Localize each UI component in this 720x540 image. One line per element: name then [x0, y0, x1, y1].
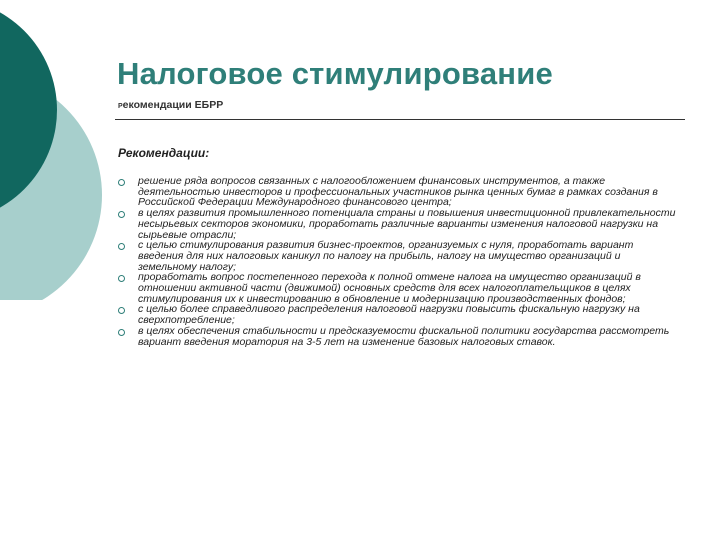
- list-item: [118, 208, 678, 240]
- light-teal-circle: [0, 73, 102, 300]
- list-item-text: с целью более справедливого распределения налоговой нагрузки повысить фискальную нагрузку на сверхпотребление;: [138, 303, 640, 327]
- list-item: [118, 304, 678, 325]
- list-item: [118, 240, 678, 272]
- recommendations-list: [118, 176, 678, 347]
- hollow-circle-bullet-icon: [118, 211, 125, 218]
- hollow-circle-bullet-icon: [118, 307, 125, 314]
- slide-subtitle: [118, 99, 223, 111]
- subtitle-prefix: Р: [118, 103, 123, 110]
- list-item: [118, 272, 678, 304]
- list-item-text: с целью стимулирования развития бизнес-проектов, организуемых с нуля, проработать вариант введения для них налоговых каникул по налогу на прибыль, налогу на имущество организаций и земельному налогу;: [138, 239, 634, 273]
- list-item-text: решение ряда вопросов связанных с налогообложением финансовых инструментов, а также деятельностью инвесторов и профессиональных участников рынка ценных бумаг в рамках создания в Российской Федерации Международного финансового центра;: [138, 175, 658, 209]
- dark-teal-circle: [0, 0, 57, 222]
- decorative-circles: [0, 0, 110, 300]
- title-divider: [115, 119, 685, 120]
- list-item-text: в целях развития промышленного потенциала страны и повышения инвестиционной привлекательности несырьевых секторов экономики, проработать различные варианты изменения налоговой нагрузки на сырьевые отрасли;: [138, 207, 676, 241]
- list-item: [118, 176, 678, 208]
- hollow-circle-bullet-icon: [118, 275, 125, 282]
- list-item-text: в целях обеспечения стабильности и предсказуемости фискальной политики государства рассмотреть вариант введения моратория на 3-5 лет на изменение базовых налоговых ставок.: [138, 324, 670, 348]
- list-item-text: проработать вопрос постепенного перехода к полной отмене налога на имущество организаций в отношении активной части (движимой) основных средств для всех налогоплательщиков в целях стимулирования их к инвестированию в обновление и модернизацию производственных фондов;: [138, 271, 641, 305]
- hollow-circle-bullet-icon: [118, 243, 125, 250]
- recommendations-heading: Рекомендации:: [118, 146, 210, 160]
- list-item: [118, 326, 678, 347]
- hollow-circle-bullet-icon: [118, 329, 125, 336]
- subtitle-text: екомендации ЕБРР: [122, 99, 224, 111]
- slide-title: Налоговое стимулирование: [117, 56, 553, 91]
- hollow-circle-bullet-icon: [118, 179, 125, 186]
